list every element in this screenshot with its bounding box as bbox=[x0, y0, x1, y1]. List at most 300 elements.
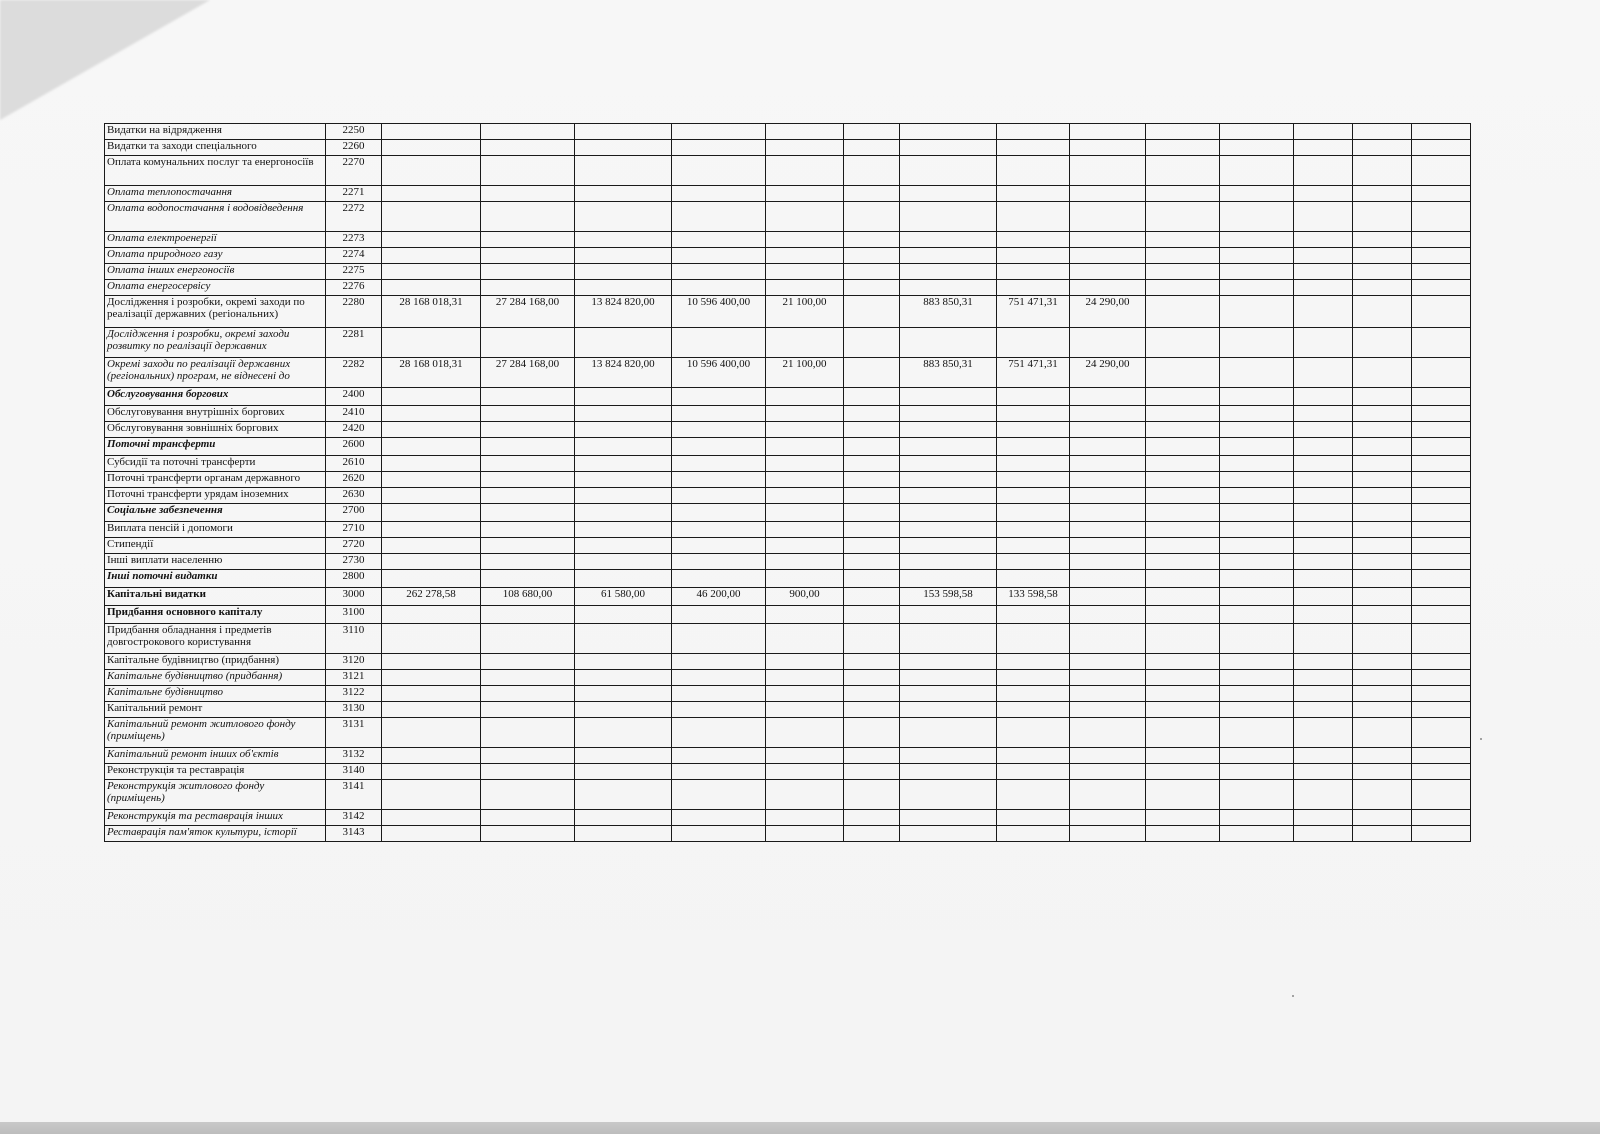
amount-cell bbox=[1146, 124, 1220, 140]
amount-cell bbox=[575, 654, 672, 670]
amount-cell bbox=[1220, 504, 1294, 522]
amount-cell bbox=[1070, 328, 1146, 358]
amount-cell bbox=[844, 472, 900, 488]
amount-cell bbox=[844, 826, 900, 842]
amount-cell bbox=[1412, 654, 1471, 670]
amount-cell bbox=[575, 328, 672, 358]
amount-cell bbox=[1070, 232, 1146, 248]
amount-cell bbox=[575, 232, 672, 248]
amount-cell bbox=[1220, 438, 1294, 456]
amount-cell bbox=[844, 488, 900, 504]
amount-cell bbox=[1146, 280, 1220, 296]
expense-code-cell: 2271 bbox=[326, 186, 382, 202]
amount-cell bbox=[1146, 810, 1220, 826]
amount-cell bbox=[844, 702, 900, 718]
amount-cell bbox=[900, 554, 997, 570]
amount-cell bbox=[1220, 654, 1294, 670]
amount-cell bbox=[1294, 406, 1353, 422]
amount-cell bbox=[1412, 686, 1471, 702]
amount-cell: 27 284 168,00 bbox=[481, 358, 575, 388]
amount-cell bbox=[1220, 686, 1294, 702]
amount-cell bbox=[382, 686, 481, 702]
amount-cell bbox=[900, 488, 997, 504]
amount-cell bbox=[900, 406, 997, 422]
amount-cell bbox=[1146, 654, 1220, 670]
table-row bbox=[105, 406, 1471, 422]
amount-cell bbox=[1220, 588, 1294, 606]
amount-cell bbox=[575, 606, 672, 624]
amount-cell bbox=[1412, 488, 1471, 504]
amount-cell bbox=[1220, 718, 1294, 748]
amount-cell: 24 290,00 bbox=[1070, 358, 1146, 388]
amount-cell bbox=[1146, 248, 1220, 264]
table-row bbox=[105, 124, 1471, 140]
amount-cell bbox=[997, 264, 1070, 280]
amount-cell bbox=[672, 438, 766, 456]
amount-cell bbox=[1412, 670, 1471, 686]
amount-cell bbox=[1220, 538, 1294, 554]
expense-name-cell: Оплата природного газу bbox=[105, 248, 326, 264]
amount-cell bbox=[766, 554, 844, 570]
amount-cell: 883 850,31 bbox=[900, 358, 997, 388]
expense-name-cell: Реставрація пам'яток культури, історії bbox=[105, 826, 326, 842]
amount-cell bbox=[844, 438, 900, 456]
amount-cell bbox=[382, 764, 481, 780]
amount-cell bbox=[997, 328, 1070, 358]
amount-cell bbox=[844, 406, 900, 422]
amount-cell bbox=[1412, 504, 1471, 522]
expense-code-cell: 2273 bbox=[326, 232, 382, 248]
amount-cell bbox=[1146, 780, 1220, 810]
amount-cell bbox=[672, 156, 766, 186]
amount-cell bbox=[575, 780, 672, 810]
table-row bbox=[105, 422, 1471, 438]
amount-cell bbox=[844, 810, 900, 826]
amount-cell bbox=[900, 186, 997, 202]
amount-cell bbox=[1412, 186, 1471, 202]
amount-cell bbox=[900, 522, 997, 538]
amount-cell bbox=[1353, 202, 1412, 232]
amount-cell bbox=[672, 488, 766, 504]
amount-cell bbox=[575, 702, 672, 718]
amount-cell bbox=[1146, 438, 1220, 456]
amount-cell bbox=[1412, 718, 1471, 748]
amount-cell bbox=[1412, 156, 1471, 186]
amount-cell bbox=[844, 388, 900, 406]
amount-cell bbox=[1070, 588, 1146, 606]
amount-cell bbox=[481, 554, 575, 570]
amount-cell bbox=[1353, 570, 1412, 588]
expense-code-cell: 2700 bbox=[326, 504, 382, 522]
amount-cell bbox=[1353, 388, 1412, 406]
amount-cell bbox=[997, 780, 1070, 810]
amount-cell bbox=[481, 826, 575, 842]
amount-cell bbox=[1412, 202, 1471, 232]
amount-cell bbox=[382, 538, 481, 554]
amount-cell bbox=[900, 686, 997, 702]
table-row bbox=[105, 202, 1471, 232]
table-row bbox=[105, 232, 1471, 248]
page-bottom-edge bbox=[0, 1122, 1600, 1134]
amount-cell bbox=[997, 406, 1070, 422]
amount-cell bbox=[575, 554, 672, 570]
amount-cell bbox=[575, 670, 672, 686]
amount-cell bbox=[1220, 280, 1294, 296]
amount-cell bbox=[1070, 718, 1146, 748]
amount-cell bbox=[382, 248, 481, 264]
amount-cell bbox=[997, 124, 1070, 140]
amount-cell bbox=[900, 328, 997, 358]
amount-cell bbox=[900, 456, 997, 472]
amount-cell bbox=[1353, 670, 1412, 686]
amount-cell bbox=[1146, 826, 1220, 842]
amount-cell bbox=[997, 748, 1070, 764]
amount-cell bbox=[672, 456, 766, 472]
amount-cell: 61 580,00 bbox=[575, 588, 672, 606]
table-row bbox=[105, 358, 1471, 388]
expense-code-cell: 2250 bbox=[326, 124, 382, 140]
amount-cell bbox=[997, 488, 1070, 504]
amount-cell bbox=[1220, 810, 1294, 826]
amount-cell bbox=[1353, 296, 1412, 328]
amount-cell bbox=[844, 328, 900, 358]
amount-cell bbox=[1070, 488, 1146, 504]
amount-cell bbox=[382, 280, 481, 296]
expense-name-cell: Реконструкція та реставрація інших bbox=[105, 810, 326, 826]
amount-cell: 28 168 018,31 bbox=[382, 296, 481, 328]
amount-cell bbox=[1353, 358, 1412, 388]
amount-cell bbox=[1412, 538, 1471, 554]
amount-cell bbox=[1353, 554, 1412, 570]
expense-name-cell: Оплата електроенергії bbox=[105, 232, 326, 248]
amount-cell bbox=[1220, 186, 1294, 202]
expense-name-cell: Капітальне будівництво (придбання) bbox=[105, 670, 326, 686]
amount-cell bbox=[1146, 296, 1220, 328]
budget-expenditure-table bbox=[104, 123, 1471, 842]
amount-cell bbox=[844, 156, 900, 186]
expense-code-cell: 2276 bbox=[326, 280, 382, 296]
amount-cell bbox=[1412, 702, 1471, 718]
amount-cell bbox=[1220, 826, 1294, 842]
table-row bbox=[105, 588, 1471, 606]
amount-cell bbox=[1353, 328, 1412, 358]
amount-cell bbox=[766, 264, 844, 280]
amount-cell bbox=[382, 554, 481, 570]
amount-cell bbox=[1070, 124, 1146, 140]
amount-cell bbox=[481, 422, 575, 438]
amount-cell bbox=[382, 702, 481, 718]
amount-cell bbox=[1353, 522, 1412, 538]
amount-cell bbox=[1146, 570, 1220, 588]
amount-cell bbox=[481, 748, 575, 764]
table-row bbox=[105, 280, 1471, 296]
expense-code-cell: 2280 bbox=[326, 296, 382, 328]
table-row bbox=[105, 388, 1471, 406]
amount-cell bbox=[900, 780, 997, 810]
amount-cell bbox=[1220, 570, 1294, 588]
amount-cell bbox=[844, 186, 900, 202]
amount-cell bbox=[672, 764, 766, 780]
amount-cell bbox=[997, 388, 1070, 406]
amount-cell: 13 824 820,00 bbox=[575, 296, 672, 328]
amount-cell bbox=[766, 570, 844, 588]
amount-cell bbox=[672, 554, 766, 570]
amount-cell bbox=[997, 554, 1070, 570]
amount-cell bbox=[1294, 438, 1353, 456]
amount-cell bbox=[1412, 570, 1471, 588]
amount-cell bbox=[1294, 538, 1353, 554]
amount-cell bbox=[1294, 232, 1353, 248]
expense-name-cell: Інші виплати населенню bbox=[105, 554, 326, 570]
amount-cell bbox=[575, 388, 672, 406]
expense-name-cell: Субсидії та поточні трансферти bbox=[105, 456, 326, 472]
amount-cell bbox=[481, 488, 575, 504]
amount-cell bbox=[1294, 296, 1353, 328]
expense-name-cell: Видатки на відрядження bbox=[105, 124, 326, 140]
table-row bbox=[105, 654, 1471, 670]
amount-cell bbox=[382, 670, 481, 686]
amount-cell bbox=[1146, 328, 1220, 358]
amount-cell bbox=[844, 140, 900, 156]
expense-code-cell: 2710 bbox=[326, 522, 382, 538]
amount-cell bbox=[766, 826, 844, 842]
amount-cell bbox=[1412, 296, 1471, 328]
amount-cell bbox=[1294, 718, 1353, 748]
expense-code-cell: 2400 bbox=[326, 388, 382, 406]
expense-code-cell: 2260 bbox=[326, 140, 382, 156]
amount-cell bbox=[1412, 264, 1471, 280]
amount-cell bbox=[1146, 456, 1220, 472]
amount-cell bbox=[1070, 780, 1146, 810]
amount-cell bbox=[672, 522, 766, 538]
amount-cell bbox=[1220, 232, 1294, 248]
amount-cell bbox=[1412, 248, 1471, 264]
expense-code-cell: 3141 bbox=[326, 780, 382, 810]
amount-cell bbox=[575, 522, 672, 538]
amount-cell bbox=[997, 472, 1070, 488]
amount-cell bbox=[900, 810, 997, 826]
amount-cell bbox=[672, 504, 766, 522]
amount-cell bbox=[766, 606, 844, 624]
amount-cell bbox=[1412, 422, 1471, 438]
expense-name-cell: Поточні трансферти bbox=[105, 438, 326, 456]
amount-cell bbox=[1070, 456, 1146, 472]
expense-code-cell: 2410 bbox=[326, 406, 382, 422]
expense-name-cell: Окремі заходи по реалізації державних (регіональних) програм, не віднесені до bbox=[105, 358, 326, 388]
amount-cell bbox=[672, 538, 766, 554]
amount-cell bbox=[1146, 538, 1220, 554]
table-row bbox=[105, 438, 1471, 456]
amount-cell bbox=[997, 686, 1070, 702]
amount-cell bbox=[1070, 764, 1146, 780]
amount-cell bbox=[1353, 422, 1412, 438]
amount-cell bbox=[997, 438, 1070, 456]
amount-cell bbox=[844, 570, 900, 588]
expense-name-cell: Капітальне будівництво bbox=[105, 686, 326, 702]
amount-cell bbox=[575, 248, 672, 264]
expense-name-cell: Придбання обладнання і предметів довгострокового користування bbox=[105, 624, 326, 654]
amount-cell bbox=[1353, 654, 1412, 670]
amount-cell bbox=[997, 248, 1070, 264]
amount-cell bbox=[575, 264, 672, 280]
amount-cell bbox=[1294, 280, 1353, 296]
amount-cell bbox=[575, 764, 672, 780]
amount-cell bbox=[1146, 702, 1220, 718]
amount-cell bbox=[1146, 406, 1220, 422]
amount-cell bbox=[1070, 156, 1146, 186]
amount-cell bbox=[1220, 702, 1294, 718]
amount-cell bbox=[1146, 264, 1220, 280]
expense-name-cell: Обслуговування боргових bbox=[105, 388, 326, 406]
amount-cell bbox=[1294, 624, 1353, 654]
amount-cell bbox=[1220, 554, 1294, 570]
amount-cell bbox=[1353, 248, 1412, 264]
amount-cell bbox=[382, 264, 481, 280]
amount-cell bbox=[1412, 456, 1471, 472]
amount-cell bbox=[1412, 522, 1471, 538]
amount-cell bbox=[1220, 406, 1294, 422]
table-row bbox=[105, 472, 1471, 488]
expense-code-cell: 3100 bbox=[326, 606, 382, 624]
amount-cell bbox=[1353, 826, 1412, 842]
amount-cell bbox=[1353, 764, 1412, 780]
amount-cell bbox=[997, 718, 1070, 748]
amount-cell bbox=[1412, 810, 1471, 826]
amount-cell bbox=[1146, 522, 1220, 538]
amount-cell bbox=[844, 280, 900, 296]
amount-cell bbox=[766, 538, 844, 554]
amount-cell bbox=[1070, 438, 1146, 456]
amount-cell bbox=[1146, 764, 1220, 780]
amount-cell bbox=[672, 624, 766, 654]
expense-code-cell: 2720 bbox=[326, 538, 382, 554]
amount-cell bbox=[481, 406, 575, 422]
amount-cell bbox=[1294, 748, 1353, 764]
amount-cell bbox=[575, 504, 672, 522]
amount-cell bbox=[382, 156, 481, 186]
amount-cell bbox=[1412, 280, 1471, 296]
amount-cell bbox=[575, 538, 672, 554]
amount-cell bbox=[1146, 606, 1220, 624]
amount-cell bbox=[900, 702, 997, 718]
amount-cell bbox=[766, 472, 844, 488]
amount-cell bbox=[382, 624, 481, 654]
amount-cell bbox=[1353, 488, 1412, 504]
amount-cell bbox=[1070, 422, 1146, 438]
amount-cell bbox=[575, 686, 672, 702]
amount-cell bbox=[481, 280, 575, 296]
amount-cell: 28 168 018,31 bbox=[382, 358, 481, 388]
amount-cell bbox=[672, 264, 766, 280]
amount-cell bbox=[900, 232, 997, 248]
table-row bbox=[105, 264, 1471, 280]
amount-cell bbox=[766, 624, 844, 654]
amount-cell bbox=[382, 472, 481, 488]
expense-name-cell: Реконструкція житлового фонду (приміщень) bbox=[105, 780, 326, 810]
expense-code-cell: 2272 bbox=[326, 202, 382, 232]
amount-cell bbox=[997, 202, 1070, 232]
expense-name-cell: Обслуговування зовнішніх боргових bbox=[105, 422, 326, 438]
amount-cell bbox=[575, 406, 672, 422]
amount-cell: 900,00 bbox=[766, 588, 844, 606]
amount-cell bbox=[766, 718, 844, 748]
amount-cell bbox=[481, 522, 575, 538]
amount-cell bbox=[1294, 422, 1353, 438]
amount-cell bbox=[1353, 472, 1412, 488]
amount-cell bbox=[382, 456, 481, 472]
amount-cell bbox=[1220, 388, 1294, 406]
table-row bbox=[105, 718, 1471, 748]
amount-cell bbox=[997, 156, 1070, 186]
amount-cell bbox=[382, 232, 481, 248]
amount-cell bbox=[1294, 472, 1353, 488]
amount-cell bbox=[1220, 248, 1294, 264]
amount-cell bbox=[1412, 358, 1471, 388]
amount-cell bbox=[766, 156, 844, 186]
amount-cell bbox=[1070, 248, 1146, 264]
amount-cell bbox=[1353, 504, 1412, 522]
amount-cell bbox=[844, 624, 900, 654]
expense-name-cell: Оплата водопостачання і водовідведення bbox=[105, 202, 326, 232]
table-row bbox=[105, 570, 1471, 588]
amount-cell bbox=[766, 780, 844, 810]
amount-cell bbox=[997, 504, 1070, 522]
amount-cell bbox=[844, 202, 900, 232]
amount-cell bbox=[1070, 826, 1146, 842]
amount-cell bbox=[766, 654, 844, 670]
amount-cell bbox=[844, 422, 900, 438]
expense-name-cell: Придбання основного капіталу bbox=[105, 606, 326, 624]
amount-cell bbox=[1146, 554, 1220, 570]
amount-cell: 21 100,00 bbox=[766, 358, 844, 388]
amount-cell bbox=[672, 748, 766, 764]
amount-cell bbox=[1412, 438, 1471, 456]
amount-cell bbox=[844, 718, 900, 748]
amount-cell bbox=[575, 456, 672, 472]
expense-name-cell: Оплата інших енергоносіїв bbox=[105, 264, 326, 280]
expense-name-cell: Капітальний ремонт інших об'єктів bbox=[105, 748, 326, 764]
expense-code-cell: 3121 bbox=[326, 670, 382, 686]
amount-cell bbox=[575, 624, 672, 654]
amount-cell bbox=[1412, 606, 1471, 624]
amount-cell bbox=[1294, 826, 1353, 842]
expense-code-cell: 3000 bbox=[326, 588, 382, 606]
amount-cell bbox=[672, 780, 766, 810]
table-row bbox=[105, 488, 1471, 504]
amount-cell bbox=[900, 826, 997, 842]
amount-cell bbox=[1070, 538, 1146, 554]
amount-cell bbox=[481, 202, 575, 232]
amount-cell bbox=[672, 570, 766, 588]
amount-cell bbox=[1146, 588, 1220, 606]
amount-cell bbox=[1294, 124, 1353, 140]
amount-cell bbox=[1353, 686, 1412, 702]
amount-cell bbox=[672, 140, 766, 156]
amount-cell: 153 598,58 bbox=[900, 588, 997, 606]
amount-cell bbox=[481, 624, 575, 654]
amount-cell bbox=[1294, 780, 1353, 810]
amount-cell bbox=[766, 202, 844, 232]
expense-code-cell: 3130 bbox=[326, 702, 382, 718]
amount-cell: 10 596 400,00 bbox=[672, 358, 766, 388]
amount-cell bbox=[1146, 422, 1220, 438]
amount-cell: 108 680,00 bbox=[481, 588, 575, 606]
amount-cell bbox=[1070, 202, 1146, 232]
amount-cell bbox=[900, 248, 997, 264]
amount-cell bbox=[844, 264, 900, 280]
table-row bbox=[105, 702, 1471, 718]
table-row bbox=[105, 186, 1471, 202]
